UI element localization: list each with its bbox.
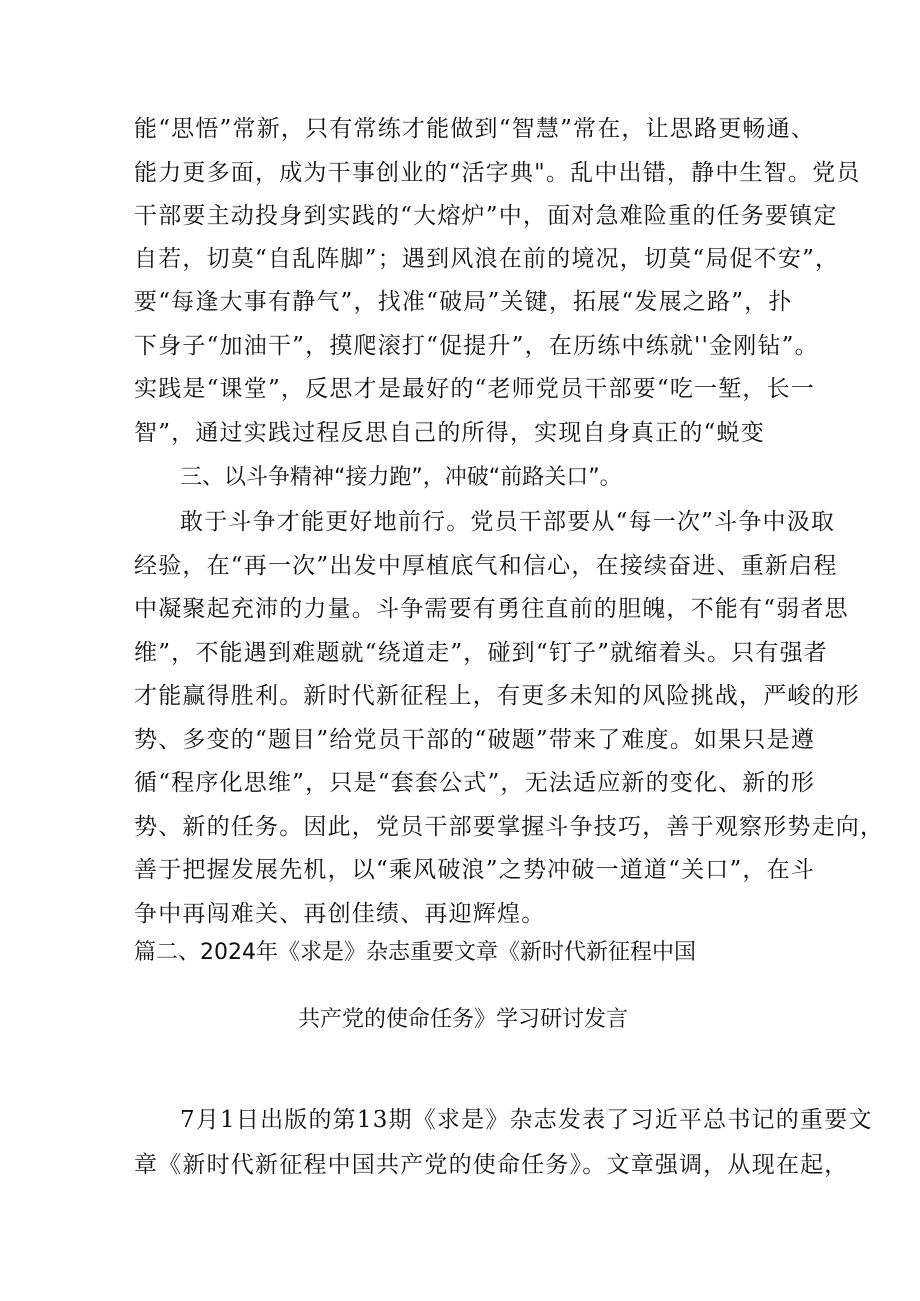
paragraph-line: 势、多变的“题目”给党员干部的“破题”带来了难度。如果只是遵 [134, 727, 816, 753]
paragraph-line: 经验，在“再一次”出发中厚植底气和信心，在接续奋进、重新启程 [134, 553, 838, 579]
section-heading: 三、以斗争精神“接力跑”，冲破“前路关口”。 [180, 465, 622, 490]
article-title-line-1: 篇二、2024年《求是》杂志重要文章《新时代新征程中国 [134, 940, 696, 965]
paragraph-line: 下身子“加油干”，摸爬滚打“促提升”，在历练中练就''金刚钻”。 [134, 333, 819, 359]
paragraph-line: 能“思悟”常新，只有常练才能做到“智慧”常在，让思路更畅通、 [134, 116, 816, 142]
paragraph-line: 自若，切莫“自乱阵脚”；遇到风浪在前的境况，切莫“局促不安”， [134, 246, 840, 272]
paragraph-line: 中凝聚起充沛的力量。斗争需要有勇往直前的胆魄，不能有“弱者思 [134, 596, 849, 622]
paragraph-line: 维”，不能遇到难题就“绕道走”，碰到“钉子”就缩着头。只有强者 [134, 640, 828, 666]
paragraph-line: 能力更多面，成为干事创业的“活字典"。乱中出错，静中生智。党员 [134, 160, 861, 186]
paragraph-line: 才能赢得胜利。新时代新征程上，有更多未知的风险挑战，严峻的形 [134, 683, 860, 709]
paragraph-line: 7月1日出版的第13期《求是》杂志发表了习近平总书记的重要文 [180, 1107, 873, 1133]
paragraph-line: 善于把握发展先机，以“乘风破浪”之势冲破一道道“关口”，在斗 [134, 857, 816, 883]
paragraph-line: 争中再闯难关、再创佳绩、再迎辉煌。 [134, 901, 546, 927]
paragraph-line: 循“程序化思维”，只是“套套公式”，无法适应新的变化、新的形 [134, 770, 816, 796]
paragraph-line: 章《新时代新征程中国共产党的使命任务》。文章强调，从现在起， [134, 1152, 849, 1178]
paragraph-line: 要“每逢大事有静气”，找准“破局”关键，拓展“发展之路”，扑 [134, 289, 793, 315]
paragraph-line: 智”，通过实践过程反思自己的所得，实现自身真正的“蜕变 [134, 420, 765, 446]
paragraph-line: 干部要主动投身到实践的“大熔炉”中，面对急难险重的任务要镇定 [134, 203, 838, 229]
paragraph-line: 敢于斗争才能更好地前行。党员干部要从“每一次”斗争中汲取 [180, 509, 836, 535]
article-title-line-2: 共产党的使命任务》学习研讨发言 [298, 1007, 629, 1032]
paragraph-line: 势、新的任务。因此，党员干部要掌握斗争技巧，善于观察形势走向， [134, 814, 885, 840]
paragraph-line: 实践是“课堂”，反思才是最好的“老师党员干部要“吃一堑，长一 [134, 376, 816, 402]
